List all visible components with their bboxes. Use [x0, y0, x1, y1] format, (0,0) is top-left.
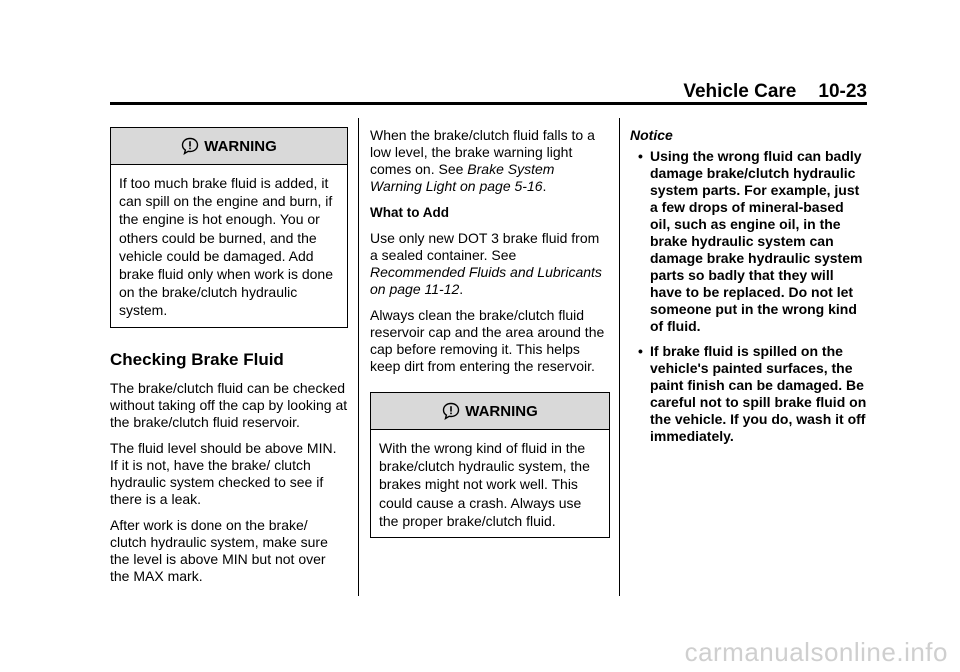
notice-text: Using the wrong fluid can badly damage brake/clutch hydraulic system parts. For example, just a few drops of mineral-based oil, such as engine oil, in the brake hydraulic system can damage brake hydraulic system parts so badly that they will have to be replaced. Do not let someone put in the wrong kind of fluid.	[650, 148, 863, 334]
paragraph	[370, 230, 610, 298]
paragraph: The brake/clutch fluid can be checked without taking off the cap by looking at the brake/clutch fluid reservoir.	[110, 379, 348, 430]
paragraph: Always clean the brake/clutch fluid reservoir cap and the area around the cap before removing it. This helps keep dirt from entering the reservoir.	[370, 307, 605, 374]
warning-header	[111, 128, 347, 165]
paragraph-text: When the brake/clutch fluid falls to a low level, the brake warning light comes on. See	[370, 127, 595, 177]
warning-title: WARNING	[465, 402, 538, 420]
watermark: carmanualsonline.info	[684, 637, 948, 667]
warning-text: With the wrong kind of fluid in the brake/clutch hydraulic system, the brakes might not work well. This could cause a crash. Always use the proper brake/clutch fluid.	[379, 440, 590, 529]
section-title: Checking Brake Fluid	[110, 349, 284, 369]
column-2	[370, 127, 610, 538]
warning-speech-bubble-icon	[181, 137, 199, 155]
paragraph: After work is done on the brake/ clutch hydraulic system, make sure the level is above MIN but not over the MAX mark.	[110, 516, 328, 584]
cross-reference-link[interactable]: Brake System Warning Light on page 5-16	[370, 161, 555, 194]
header-rule	[110, 102, 867, 105]
warning-title: WARNING	[204, 137, 277, 155]
column-3	[630, 127, 867, 453]
paragraph-end: .	[459, 281, 464, 297]
column-1	[110, 127, 348, 594]
subheading: What to Add	[370, 205, 449, 220]
column-divider-2	[619, 118, 620, 596]
warning-box-2	[370, 392, 610, 538]
column-divider-1	[358, 118, 359, 596]
paragraph: The fluid level should be above MIN. If it is not, have the brake/ clutch hydraulic system checked to see if there is a leak.	[110, 439, 337, 507]
page-header	[110, 80, 867, 104]
bullet-icon: •	[638, 148, 643, 164]
section-name: Vehicle Care	[683, 81, 797, 102]
notice-label: Notice	[630, 127, 673, 143]
warning-text: If too much brake fluid is added, it can spill on the engine and burn, if the engine is hot enough. You or others could be burned, and the vehicle could be damaged. Add brake fluid only when work is done on the brake/clutch hydraulic system.	[119, 175, 334, 319]
warning-header	[371, 393, 609, 430]
notice-text: If brake fluid is spilled on the vehicle's painted surfaces, the paint finish can be damaged. Be careful not to spill brake fluid on the vehicle. If you do, wash it off immediately.	[650, 343, 867, 444]
bullet-icon: •	[638, 343, 643, 359]
notice-list-item	[630, 343, 867, 445]
page-number: 10-23	[818, 81, 867, 102]
paragraph	[370, 127, 610, 195]
notice-list-item	[630, 148, 867, 335]
paragraph-text: Use only new DOT 3 brake fluid from a sealed container. See	[370, 230, 600, 263]
warning-box-1	[110, 127, 348, 328]
cross-reference-link[interactable]: Recommended Fluids and Lubricants on page 11-12	[370, 264, 602, 297]
paragraph-end: .	[542, 178, 547, 194]
warning-speech-bubble-icon	[442, 402, 460, 420]
